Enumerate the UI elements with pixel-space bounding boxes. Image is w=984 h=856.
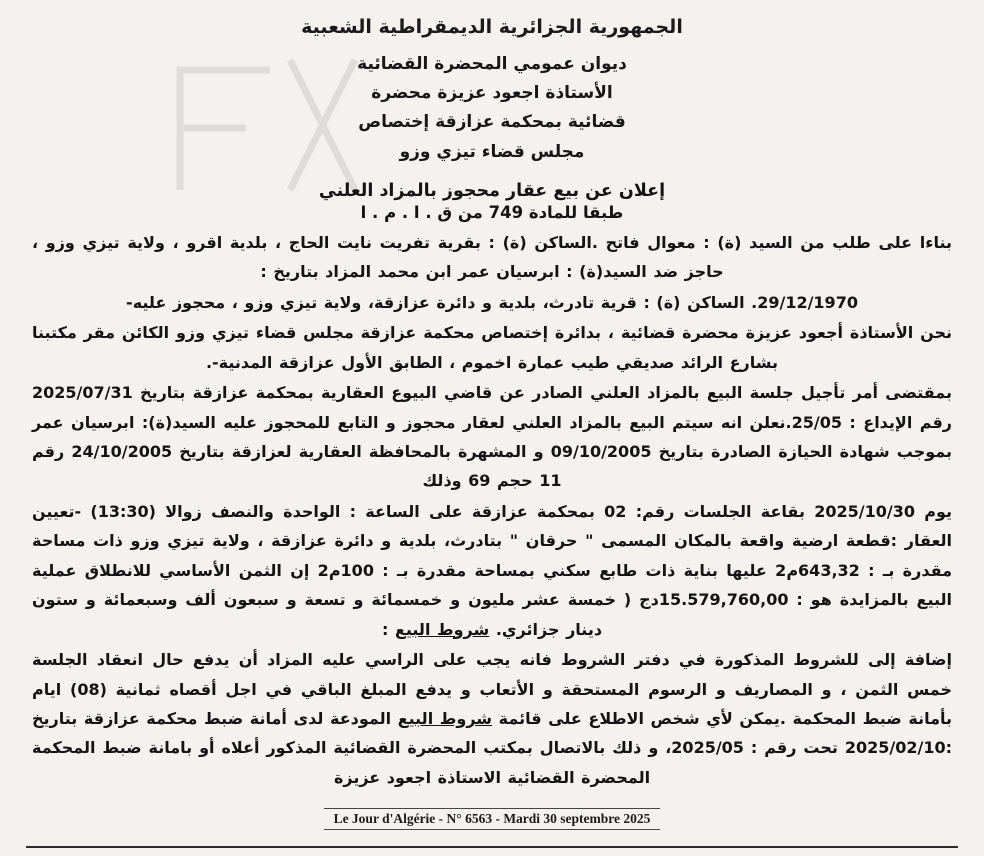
document-body	[26, 16, 958, 792]
announcement-title: إعلان عن بيع عقار محجوز بالمزاد العلني	[318, 180, 666, 201]
paragraph-4: بمقتضى أمر تأجيل جلسة البيع بالمزاد العلني الصادر عن قاضي البيوع العقارية بمحكمة عزازقة بتاريخ 2025/07/31 رقم الإيداع : 25/05.نعلن انه سيتم البيع بالمزاد العلني لعقار محجوز و التابع للمحجوز عليه السيد(ة): ابرسيان عمر بموجب شهادة الحيازة الصادرة بتاريخ 09/10/2005 و المشهرة بالمحافظة العقارية لعزازقة بتاريخ 24/10/2005 رقم 11 حجم 69 وذلك	[32, 383, 953, 491]
publication-info: Le Jour d'Algérie - N° 6563 - Mardi 30 septembre 2025	[324, 808, 661, 830]
paragraph-2: 29/12/1970. الساكن (ة) : قرية تادرث، بلدية و دائرة عزازقة، ولاية تيزي وزو ، محجوز عليه-	[126, 292, 858, 312]
publication-footer	[0, 808, 984, 830]
legal-article-reference: طبقا للمادة 749 من ق . ا . م . ا	[360, 202, 624, 222]
paragraph-1: بناءا على طلب من السيد (ة) : معوال فاتح .الساكن (ة) : بقرية تفريت نايت الحاج ، بلدية اقرو ، ولاية تيزي وزو ، حاجز ضد السيد(ة) : ابرسيان عمر ابن محمد المزاد بتاريخ :	[32, 232, 952, 282]
bottom-divider	[26, 846, 958, 848]
office-header	[172, 50, 812, 167]
notice-text	[32, 228, 952, 792]
office-line-1: ديوان عمومي المحضرة القضائية	[357, 54, 627, 74]
paragraph-5: يوم 2025/10/30 بقاعة الجلسات رقم: 02 بمحكمة عزازقة على الساعة : الواحدة والنصف زوالا (13:30) -تعيين العقار :قطعة ارضية واقعة بالمكان المسمى " حرقان " بتادرث، بلدية و دائرة عزازقة ، ولاية تيزي وزو ذات مساحة مقدرة بـ : 643,32م2 عليها بناية ذات طابع سكني بمساحة مقدرة بـ : 100م2 إن الثمن الأساسي للانطلاق عملية البيع بالمزايدة هو : 15.579,760,00دج ( خمسة عشر مليون و خمسمائة و تسعة و سبعون ألف وسبعمائة و ستون دينار جزائري. شروط البيع :	[32, 501, 953, 639]
paragraph-3: نحن الأستاذة أجعود عزيزة محضرة قضائية ، بدائرة إختصاص محكمة عزازقة مجلس قضاء تيزي وزو الكائن مقر مكتبنا بشارع الرائد صديقي طيب عمارة اخموم ، الطابق الأول عزازقة المدنية-.	[32, 323, 952, 372]
office-line-2: الأستاذة اجعود عزيزة محضرة	[371, 83, 613, 104]
office-line-4: مجلس قضاء تيزي وزو	[399, 141, 585, 162]
paragraph-6: إضافة إلى للشروط المذكورة في دفتر الشروط فانه يجب على الراسي عليه المزاد أن يدفع حال انعقاد الجلسة خمس الثمن ، و المصاريف و الرسوم المستحقة و الأتعاب و يدفع المبلغ الباقي في اجل أقصاه ثمانية (08) ايام بأمانة ضبط المحكمة .يمكن لأي شخص الاطلاع على قائمة شروط البيع المودعة لدى أمانة ضبط محكمة عزازقة بتاريخ :2025/02/10 تحت رقم : 2025/05، و ذلك بالاتصال بمكتب المحضرة القضائية المذكور أعلاه أو بامانة ضبط المحكمة المحضرة القضائية الاستاذة اجعود عزيزة	[32, 650, 953, 787]
republic-header: الجمهورية الجزائرية الديمقراطية الشعبية	[301, 16, 683, 38]
office-line-3: قضائية بمحكمة عزازقة إختصاص	[358, 112, 626, 133]
